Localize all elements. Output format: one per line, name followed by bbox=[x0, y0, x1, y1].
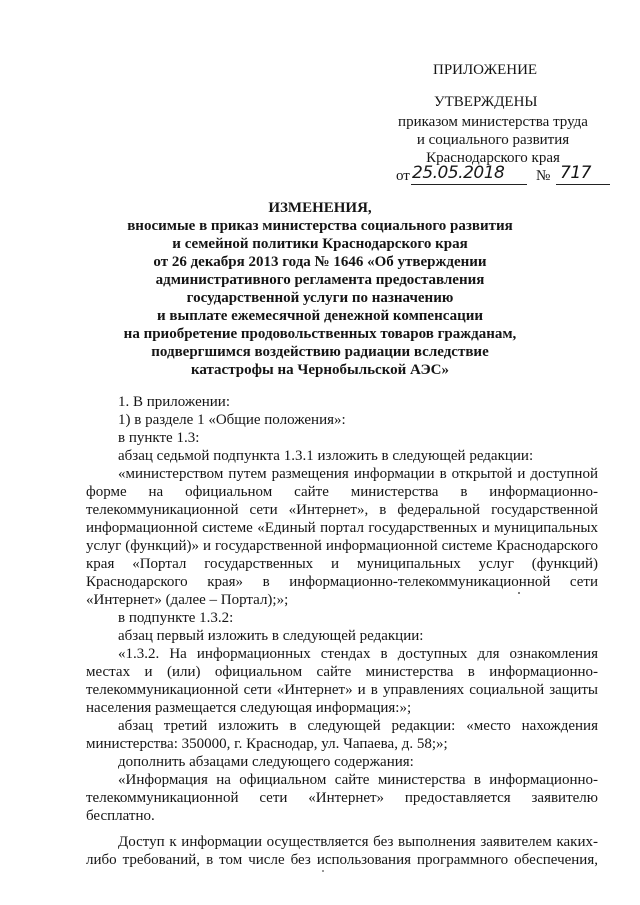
approved-label: УТВЕРЖДЕНЫ bbox=[434, 94, 538, 110]
body-line: 1. В приложении: bbox=[118, 394, 230, 410]
body-line: в пункте 1.3: bbox=[118, 430, 200, 446]
body-line: форме на официальном сайте министерства в информационно- bbox=[86, 484, 598, 500]
order-number-label: № bbox=[536, 168, 551, 184]
body-line: Краснодарского края» в информационно-телекоммуникационной сети bbox=[86, 574, 598, 590]
body-line: 1) в разделе 1 «Общие положения»: bbox=[118, 412, 346, 428]
scan-speck bbox=[518, 592, 520, 594]
date-underline bbox=[411, 184, 527, 185]
approval-line: приказом министерства труда bbox=[398, 114, 588, 130]
approval-line: и социального развития bbox=[416, 132, 570, 148]
body-line: абзац седьмой подпункта 1.3.1 изложить в следующей редакции: bbox=[118, 448, 534, 464]
body-line: «Информация на официальном сайте министерства в информационно- bbox=[118, 772, 598, 788]
order-number-handwritten: 717 bbox=[560, 163, 591, 183]
body-line: края «Портал государственных и муниципальных услуг (функций) bbox=[86, 556, 598, 572]
body-line: населения размещается следующая информация:»; bbox=[86, 700, 412, 716]
title-line: и выплате ежемесячной денежной компенсации bbox=[156, 308, 483, 324]
scan-speck bbox=[322, 870, 324, 872]
body-line: «Интернет» (далее – Портал);»; bbox=[86, 592, 289, 608]
title-line: от 26 декабря 2013 года № 1646 «Об утверждении bbox=[153, 254, 487, 270]
title-line: катастрофы на Чернобыльской АЭС» bbox=[190, 362, 450, 378]
body-line: в подпункте 1.3.2: bbox=[118, 610, 234, 626]
order-from-label: от bbox=[396, 168, 410, 184]
title-line: государственной услуги по назначению bbox=[186, 290, 454, 306]
body-line: местах и (или) официальном сайте министерства в информационно- bbox=[86, 664, 598, 680]
body-line: «министерством путем размещения информации в открытой и доступной bbox=[118, 466, 598, 482]
order-date-handwritten: 25.05.2018 bbox=[412, 163, 505, 183]
body-line: абзац первый изложить в следующей редакции: bbox=[118, 628, 424, 644]
body-line: услуг (функций)» и государственной информационной системе Краснодарского bbox=[86, 538, 598, 554]
title-line: вносимые в приказ министерства социального развития bbox=[127, 218, 513, 234]
title-line: подвергшимся воздействию радиации вследствие bbox=[151, 344, 489, 360]
document-heading: ИЗМЕНЕНИЯ, bbox=[268, 200, 372, 216]
body-line: телекоммуникационной сети «Интернет» и в управлениях социальной защиты bbox=[86, 682, 598, 698]
body-line: абзац третий изложить в следующей редакции: «место нахождения bbox=[118, 718, 598, 734]
body-line: дополнить абзацами следующего содержания: bbox=[118, 754, 414, 770]
order-reference bbox=[396, 163, 610, 187]
body-line: информационной системе «Единый портал государственных и муниципальных bbox=[86, 520, 598, 536]
body-line: «1.3.2. На информационных стендах в доступных для ознакомления bbox=[118, 646, 598, 662]
body-line: телекоммуникационной сети «Интернет» предоставляется заявителю bbox=[86, 790, 598, 806]
body-line: Доступ к информации осуществляется без выполнения заявителем каких- bbox=[118, 834, 598, 850]
title-line: на приобретение продовольственных товаров гражданам, bbox=[123, 326, 517, 342]
body-line: бесплатно. bbox=[86, 808, 155, 824]
number-underline bbox=[556, 184, 610, 185]
title-line: и семейной политики Краснодарского края bbox=[172, 236, 468, 252]
body-line: либо требований, в том числе без использования программного обеспечения, bbox=[86, 852, 598, 868]
approval-line: Краснодарского края bbox=[426, 150, 560, 166]
body-line: министерства: 350000, г. Краснодар, ул. Чапаева, д. 58;»; bbox=[86, 736, 448, 752]
body-line: телекоммуникационной сети «Интернет», в федеральной государственной bbox=[86, 502, 598, 518]
title-line: административного регламента предоставления bbox=[155, 272, 485, 288]
appendix-label: ПРИЛОЖЕНИЕ bbox=[433, 62, 538, 78]
